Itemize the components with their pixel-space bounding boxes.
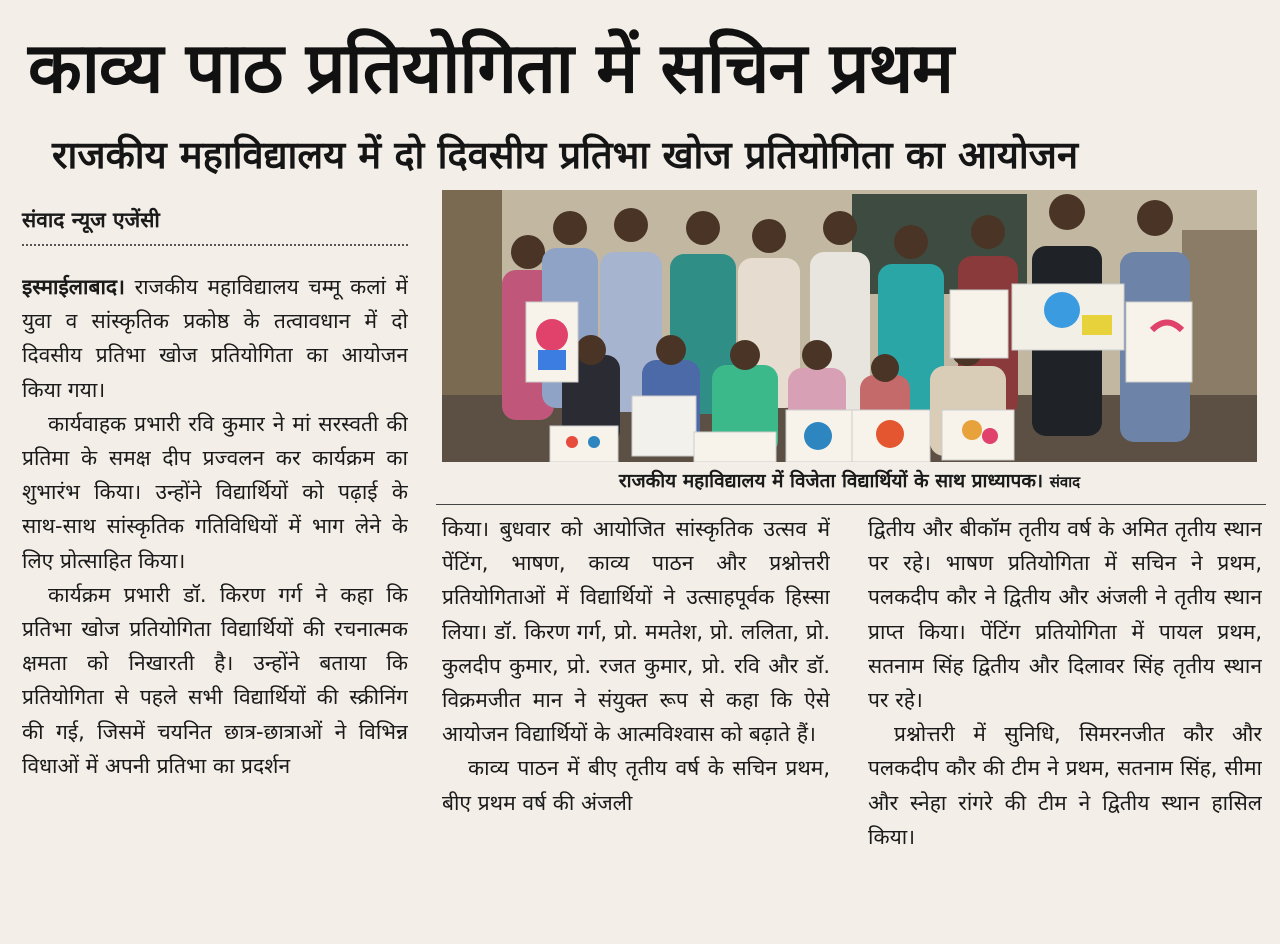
headline: काव्य पाठ प्रतियोगिता में सचिन प्रथम xyxy=(28,27,954,109)
byline: संवाद न्यूज एजेंसी xyxy=(22,208,160,232)
article-paragraph: काव्य पाठन में बीए तृतीय वर्ष के सचिन प्रथम, बीए प्रथम वर्ष की अंजली xyxy=(442,756,830,815)
dateline: इस्माईलाबाद। xyxy=(22,275,126,299)
byline-divider xyxy=(22,244,408,246)
article-paragraph: द्वितीय और बीकॉम तृतीय वर्ष के अमित तृतीय स्थान पर रहे। भाषण प्रतियोगिता में सचिन ने प्रथम, पलकदीप कौर ने द्वितीय और अंजली ने तृतीय स्थान प्राप्त किया। पेंटिंग प्रतियोगिता में पायल प्रथम, सतनाम सिंह द्वितीय और दिलावर सिंह तृतीय स्थान पर रहे। xyxy=(868,517,1262,713)
article-paragraph: प्रश्नोत्तरी में सुनिधि, सिमरनजीत कौर और पलकदीप कौर की टीम ने प्रथम, सतनाम सिंह, सीमा और स्नेहा रांगरे की टीम ने द्वितीय स्थान हासिल किया। xyxy=(868,722,1262,849)
article-paragraph xyxy=(22,270,408,407)
news-photo xyxy=(442,190,1257,462)
article-paragraph: कार्यक्रम प्रभारी डॉ. किरण गर्ग ने कहा कि प्रतिभा खोज प्रतियोगिता विद्यार्थियों की रचनात्मक क्षमता को निखारती है। उन्होंने बताया कि प्रतियोगिता से पहले सभी विद्यार्थियों की स्क्रीनिंग की गई, जिसमें चयनित छात्र-छात्राओं ने विभिन्न विधाओं में अपनी प्रतिभा का प्रदर्शन xyxy=(22,582,408,778)
article-column-1 xyxy=(22,270,408,895)
article-column-3 xyxy=(868,512,1262,897)
article-paragraph: किया। बुधवार को आयोजित सांस्कृतिक उत्सव में पेंटिंग, भाषण, काव्य पाठन और प्रश्नोत्तरी प्रतियोगिताओं में विद्यार्थियों ने उत्साहपूर्वक हिस्सा लिया। डॉ. किरण गर्ग, प्रो. ममतेश, प्रो. ललिता, प्रो. कुलदीप कुमार, प्रो. रजत कुमार, प्रो. रवि और डॉ. विक्रमजीत मान ने संयुक्त रूप से कहा कि ऐसे आयोजन विद्यार्थियों के आत्मविश्वास को बढ़ाते हैं। xyxy=(442,517,830,747)
group-photo-illustration xyxy=(442,190,1257,462)
subheadline: राजकीय महाविद्यालय में दो दिवसीय प्रतिभा खोज प्रतियोगिता का आयोजन xyxy=(52,133,1079,177)
article-column-2 xyxy=(442,512,830,897)
photo-caption xyxy=(442,464,1257,498)
caption-text: राजकीय महाविद्यालय में विजेता विद्यार्थियों के साथ प्राध्यापक। xyxy=(618,470,1044,492)
photo-credit: संवाद xyxy=(1049,473,1081,491)
paragraph-text: राजकीय महाविद्यालय चम्मू कलां में युवा व सांस्कृतिक प्रकोष्ठ के तत्वावधान में दो दिवसीय प्रतिभा खोज प्रतियोगिता का आयोजन किया गया। xyxy=(22,275,408,402)
caption-divider xyxy=(436,504,1266,505)
article-paragraph: कार्यवाहक प्रभारी रवि कुमार ने मां सरस्वती की प्रतिमा के समक्ष दीप प्रज्वलन कर कार्यक्रम का शुभारंभ किया। उन्होंने विद्यार्थियों को पढ़ाई के साथ-साथ सांस्कृतिक गतिविधियों में भाग लेने के लिए प्रोत्साहित किया। xyxy=(22,411,408,573)
